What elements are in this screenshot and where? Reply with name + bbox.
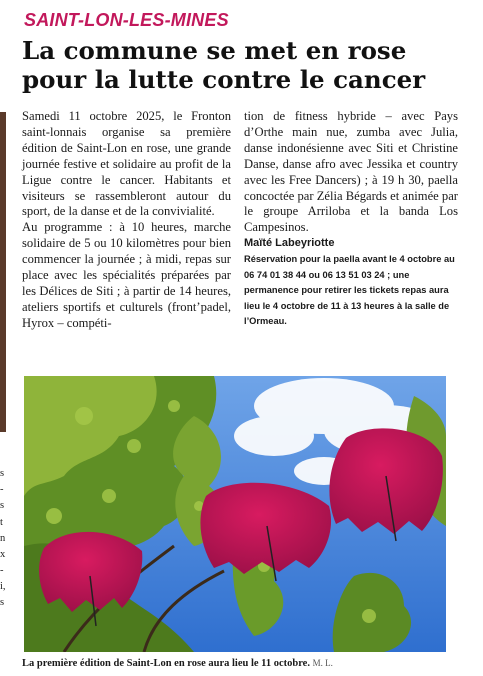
fragment-text: s [0,468,5,479]
photo-caption [22,658,333,669]
pink-umbrellas-image [24,376,446,652]
caption-text: La première édition de Saint-Lon en rose aura lieu le 11 octobre. [22,658,310,669]
fragment-text: s [0,597,5,608]
fragment-text: - [0,565,4,576]
adjacent-article-photo-edge [0,112,6,432]
headline-line: pour la lutte contre le cancer [22,65,426,94]
article-photo [24,376,446,652]
fragment-text: s [0,500,5,511]
fragment-text: i, [0,581,6,592]
headline-line: La commune se met en rose [22,36,407,65]
fragment-text: n [0,533,6,544]
reservation-note: Réservation pour la paella avant le 4 octobre au 06 74 01 38 44 ou 06 13 51 03 24 ; une permanence pour retirer les tickets repas aura lieu le 4 octobre de 11 à 13 heures à la salle de l’Ormeau. [244,254,455,327]
fragment-text: x [0,549,6,560]
fragment-text: - [0,484,4,495]
author-byline: Maïté Labeyriotte [244,237,335,250]
section-kicker: SAINT-LON-LES-MINES [24,10,229,30]
article-paragraph: Samedi 11 octobre 2025, le Fronton saint-lonnais organise sa première édition de Saint-Lon en rose, une grande journée festive et solidaire au profit de la Ligue contre le cancer. Habitants et visiteurs se rassembleront autour du sport, de la danse et de la convivialité. [22,109,231,219]
article-column-2 [244,109,458,330]
article-column-1 [22,109,231,332]
article-headline [22,36,474,94]
article-paragraph: Au programme : à 10 heures, marche solidaire de 5 ou 10 kilomètres pour bien commencer la journée ; à midi, repas sur place avec les spécialités préparées par les Délices de Siti ; à partir de 14 heures, ateliers sportifs et culturels (front’padel, Hyrox – compéti- [22,220,231,330]
article-paragraph: tion de fitness hybride – avec Pays d’Orthe main nue, zumba avec Julia, danse indonésienne avec Siti et Christine Danse, danse afro avec Jessika et country avec les Free Dancers) ; à 19 h 30, paella concoctée par Zélia Bégards et animée par le groupe Arriloba et la banda Los Campesinos. [244,109,458,235]
fragment-text: t [0,517,3,528]
photo-credit: M. L. [312,658,333,668]
